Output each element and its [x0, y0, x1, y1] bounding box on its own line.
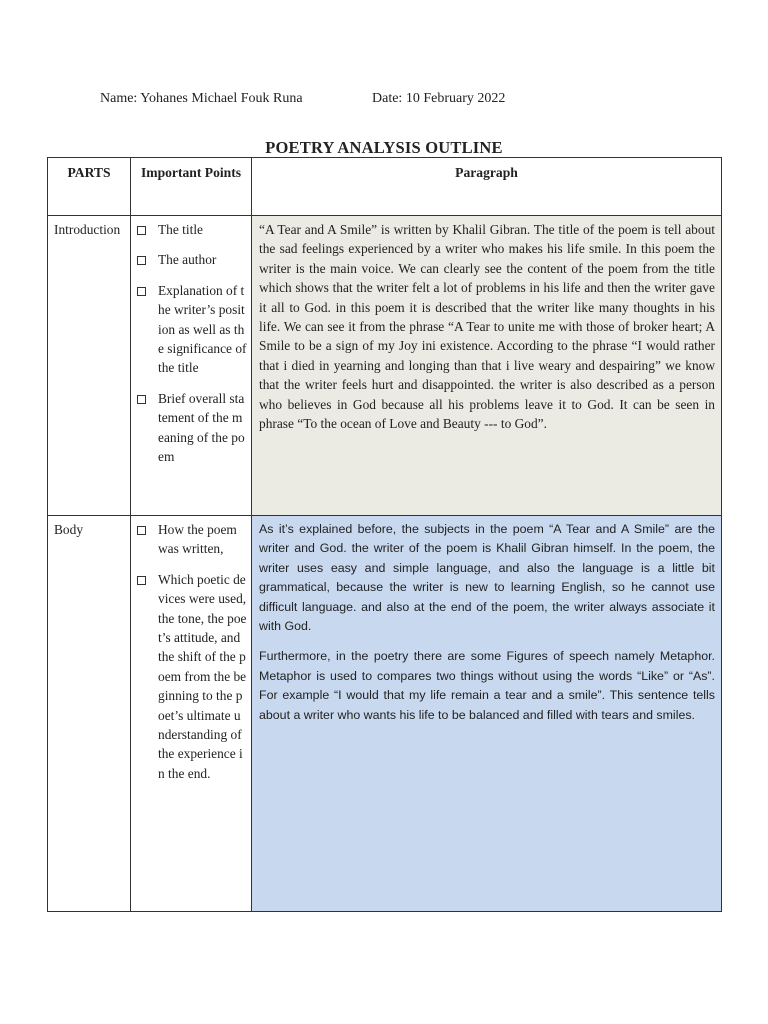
document-title: POETRY ANALYSIS OUTLINE — [265, 138, 503, 157]
checkbox-bullet-icon — [137, 287, 146, 296]
list-item — [136, 250, 247, 269]
header-paragraph: Paragraph — [252, 158, 722, 216]
paragraph-text: Furthermore, in the poetry there are some Figures of speech namely Metaphor. Metaphor is used to compares two things without using the words “Like” or “As”. For example “I would that my life remain a tear and a smile”. This sentence tells about a writer who wants his life to be balanced and filled with tears and smiles. — [259, 649, 715, 722]
point-text: Brief overall statement of the meaning of the poem — [158, 390, 245, 465]
outline-table — [47, 157, 722, 912]
list-item — [136, 220, 247, 239]
checkbox-bullet-icon — [137, 256, 146, 265]
student-name: Name: Yohanes Michael Fouk Runa — [100, 91, 303, 106]
table-row-introduction — [48, 216, 722, 516]
list-item — [136, 520, 247, 559]
header-parts: PARTS — [48, 158, 131, 216]
point-text: The title — [158, 222, 203, 237]
paragraph-text: “A Tear and A Smile” is written by Khalil Gibran. The title of the poem is tell about the sad feelings experienced by a writer who makes his life smile. In this poem the writer is the main voice. We can clearly see the content of the poem from the title which shows that the writer felt a lot of problems in his life and then the writer gave it all to God. in this poem it is described that the writer like many thoughts in his life. We can see it from the phrase “A Tear to unite me with those of broker heart; A Smile to be a sign of my Joy ini existence. According to the phrase “I would rather that i died in yearning and longing than that i live weary and despairing” we know that the writer feels hurt and disappointed. the writer is also described as a person who believes in God because all his problems leave it to God. It can be seen in phrase “To the ocean of Love and Beauty --- to God”. — [259, 222, 715, 432]
header-important-points: Important Points — [131, 158, 252, 216]
point-text: The author — [158, 252, 217, 268]
checkbox-bullet-icon — [137, 576, 146, 585]
list-item — [136, 570, 247, 783]
submission-date: Date: 10 February 2022 — [372, 91, 506, 106]
table-row-body — [48, 516, 722, 912]
student-info — [100, 91, 506, 107]
point-text: Which poetic devices were used, the tone, the poet’s attitude, and the shift of the poem from the beginning to the poet’s ultimate understanding of the experience in the end. — [158, 571, 247, 781]
checkbox-bullet-icon — [137, 526, 146, 535]
point-text: Explanation of the writer’s position as well as the significance of the title — [158, 282, 247, 376]
part-label: Introduction — [48, 216, 131, 516]
points-list — [136, 220, 247, 466]
checkbox-bullet-icon — [137, 395, 146, 404]
points-cell — [131, 216, 252, 516]
points-cell — [131, 516, 252, 912]
list-item — [136, 281, 247, 378]
paragraph-cell — [252, 516, 722, 912]
checkbox-bullet-icon — [137, 226, 146, 235]
part-label: Body — [48, 516, 131, 912]
paragraph-cell — [252, 216, 722, 516]
paragraph-text: As it’s explained before, the subjects in the poem “A Tear and A Smile” are the writer and God. the writer of the poem is Khalil Gibran himself. In the poem, the writer uses easy and simple language, and also the language is a little bit grammatical, because the writer is new to learning English, so he cannot use difficult language. and also at the end of the poem, the writer always associate it with God. — [259, 522, 715, 634]
points-list — [136, 520, 247, 783]
point-text: How the poem was written, — [158, 522, 237, 557]
list-item — [136, 389, 247, 467]
table-header-row — [48, 158, 722, 216]
